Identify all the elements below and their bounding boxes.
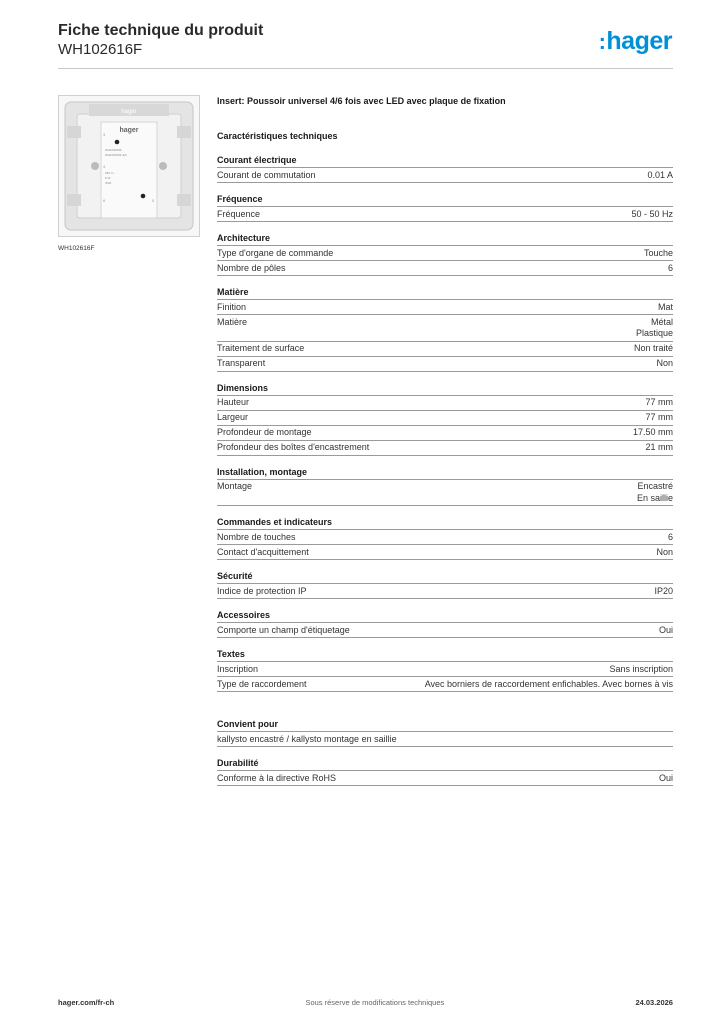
spec-group — [217, 757, 673, 786]
spec-row — [217, 426, 673, 441]
spec-label: Matière — [217, 316, 248, 327]
group-title: Convient pour — [217, 718, 673, 732]
spec-value: Touche — [643, 247, 673, 258]
spec-value: Mat — [657, 301, 673, 312]
spec-value: Non — [656, 546, 673, 557]
spec-row — [217, 261, 673, 276]
spec-value: IP20 — [654, 585, 673, 596]
spec-row — [217, 207, 673, 222]
spec-group — [217, 609, 673, 638]
spec-row — [217, 545, 673, 560]
plate-brand-text: hager — [121, 109, 137, 115]
header-divider — [58, 68, 673, 69]
spec-groups — [217, 154, 673, 692]
device-brand-text: hager — [119, 127, 139, 134]
spec-row — [217, 623, 673, 638]
spec-row — [217, 315, 673, 342]
spec-label: Profondeur de montage — [217, 427, 312, 437]
spec-label: Transparent — [217, 358, 266, 368]
spec-label: Nombre de pôles — [217, 262, 286, 273]
spec-value: Oui — [658, 624, 673, 635]
terminal-number-3: 3 — [103, 132, 106, 137]
spec-value: 77 mm — [645, 397, 673, 407]
section-title: Caractéristiques techniques — [217, 131, 338, 141]
spec-row — [217, 342, 673, 357]
spec-group — [217, 193, 673, 222]
spec-group — [217, 286, 673, 372]
footer-date: 24.03.2026 — [635, 998, 673, 1007]
product-reference: WH102616F — [58, 41, 143, 58]
spec-row — [217, 396, 673, 411]
spec-label: Conforme à la directive RoHS — [217, 772, 337, 783]
group-title: Textes — [217, 648, 673, 662]
spec-label: Type d'organe de commande — [217, 247, 334, 258]
group-title: Dimensions — [217, 382, 673, 396]
spec-row — [217, 411, 673, 426]
logo-colon-mark: : — [598, 29, 606, 54]
device-line-2: WH102616F-EX — [105, 153, 127, 157]
spec-label: Hauteur — [217, 397, 250, 407]
page-title: Fiche technique du produit — [58, 22, 264, 39]
spec-label: Profondeur des boîtes d'encastrement — [217, 442, 370, 452]
group-title: Accessoires — [217, 609, 673, 623]
spec-value: Sans inscription — [609, 663, 673, 674]
spec-label: Traitement de surface — [217, 343, 305, 353]
spec-value: 0.01 A — [647, 169, 673, 180]
spec-group-durabilite — [217, 757, 673, 786]
spec-group — [217, 154, 673, 183]
convient-text: kallysto encastré / kallysto montage en saillie — [217, 732, 673, 747]
spec-row — [217, 677, 673, 692]
insert-description: Insert: Poussoir universel 4/6 fois avec LED avec plaque de fixation — [217, 96, 506, 106]
spec-label: Type de raccordement — [217, 678, 307, 689]
footer-disclaimer: Sous réserve de modifications techniques — [305, 998, 445, 1007]
product-photo-drawing — [59, 96, 199, 236]
spacer — [217, 702, 673, 718]
device-line-1: WH102616F — [105, 148, 122, 152]
device-line-4: 6 W — [105, 176, 111, 180]
terminal-number-4: 4 — [103, 164, 106, 169]
spec-row — [217, 168, 673, 183]
spec-group-convient — [217, 718, 673, 747]
spec-value: 21 mm — [645, 442, 673, 452]
product-image — [58, 95, 200, 237]
group-title: Courant électrique — [217, 154, 673, 168]
spec-row — [217, 246, 673, 261]
spec-value: 6 — [667, 531, 673, 542]
spec-group — [217, 232, 673, 276]
spec-group — [217, 516, 673, 560]
spec-row — [217, 441, 673, 456]
group-title: Fréquence — [217, 193, 673, 207]
group-title: Matière — [217, 286, 673, 300]
group-title: Sécurité — [217, 570, 673, 584]
spec-row — [217, 480, 673, 507]
spec-label: Fréquence — [217, 208, 261, 219]
spec-label: Montage — [217, 481, 253, 491]
group-title: Commandes et indicateurs — [217, 516, 673, 530]
group-title: Durabilité — [217, 757, 673, 771]
spec-value: 17.50 mm — [632, 427, 673, 437]
spec-value: 50 - 50 Hz — [631, 208, 673, 219]
spec-group — [217, 570, 673, 599]
spec-row — [217, 584, 673, 599]
spec-row — [217, 300, 673, 315]
spec-content — [217, 95, 673, 796]
spec-label: Nombre de touches — [217, 531, 296, 542]
device-line-5: IP20 — [105, 181, 112, 185]
spec-value: Encastré En saillie — [636, 481, 673, 503]
spec-group — [217, 466, 673, 507]
spec-label: Comporte un champ d'étiquetage — [217, 624, 350, 635]
spec-label: Largeur — [217, 412, 249, 422]
spec-label: Indice de protection IP — [217, 585, 307, 596]
spec-row — [217, 771, 673, 786]
spec-row — [217, 357, 673, 372]
spec-group — [217, 382, 673, 456]
group-title: Installation, montage — [217, 466, 673, 480]
spec-value: Oui — [658, 772, 673, 783]
footer-website-link[interactable]: hager.com/fr-ch — [58, 998, 115, 1007]
spec-row — [217, 530, 673, 545]
logo-text: hager — [606, 27, 672, 55]
spec-value: Avec borniers de raccordement enfichables. Avec bornes à vis — [424, 678, 673, 689]
page-footer — [58, 998, 673, 1007]
page-header — [58, 22, 263, 59]
spec-value: Non — [656, 358, 673, 368]
device-line-3: 250 V~ — [105, 171, 115, 175]
spec-value: 6 — [667, 262, 673, 273]
spec-row — [217, 662, 673, 677]
spec-label: Contact d'acquittement — [217, 546, 309, 557]
group-title: Architecture — [217, 232, 673, 246]
spec-label: Courant de commutation — [217, 169, 316, 180]
spec-label: Inscription — [217, 663, 259, 674]
spec-group — [217, 648, 673, 692]
spec-value: 77 mm — [645, 412, 673, 422]
terminal-number-6: 6 — [103, 198, 106, 203]
image-caption: WH102616F — [58, 245, 95, 252]
spec-label: Finition — [217, 301, 247, 312]
hager-logo — [599, 24, 672, 59]
terminal-number-5: 5 — [152, 198, 155, 203]
spec-value: Métal Plastique — [635, 316, 673, 338]
spec-value: Non traité — [633, 343, 673, 353]
